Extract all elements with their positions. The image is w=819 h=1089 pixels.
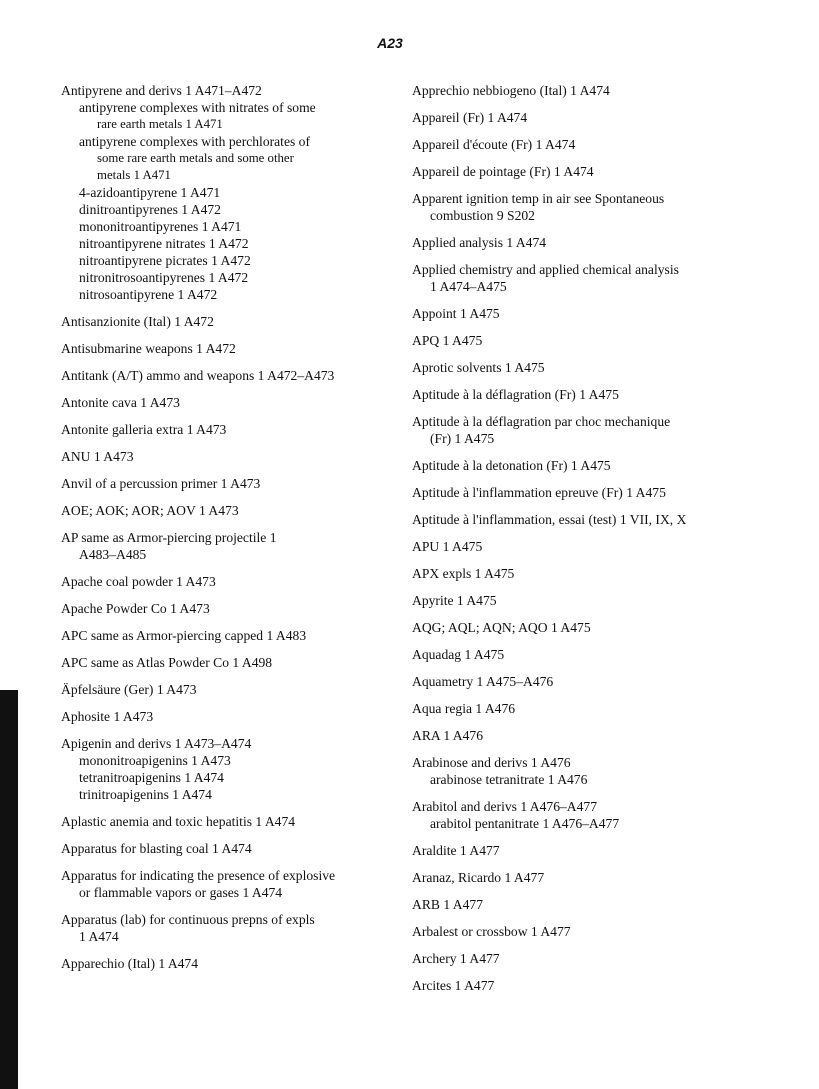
index-entry-heading: Arabitol and derivs 1 A476–A477 (412, 799, 598, 814)
index-entry-heading: Applied chemistry and applied chemical analysis (412, 262, 679, 277)
index-column-right (412, 82, 812, 1004)
index-entry (412, 950, 812, 967)
index-entry-heading: Apache coal powder 1 A473 (61, 574, 216, 589)
index-subentry: nitronitrosoantipyrenes 1 A472 (79, 270, 249, 285)
index-subentry: nitroantipyrene picrates 1 A472 (79, 253, 251, 268)
index-entry (61, 654, 401, 671)
index-entry-heading: Arcites 1 A477 (412, 978, 495, 993)
index-entry (61, 840, 401, 857)
index-subentry: nitrosoantipyrene 1 A472 (79, 287, 218, 302)
index-entry (412, 700, 812, 717)
index-entry-heading: Aranaz, Ricardo 1 A477 (412, 870, 545, 885)
index-subentry: trinitroapigenins 1 A474 (79, 787, 212, 802)
index-entry-heading: Aplastic anemia and toxic hepatitis 1 A474 (61, 814, 296, 829)
index-entry (412, 413, 812, 447)
index-entry-heading: Antisanzionite (Ital) 1 A472 (61, 314, 214, 329)
index-entry-heading: Aptitude à la déflagration par choc mechanique (412, 414, 671, 429)
index-entry (412, 754, 812, 788)
index-entry-heading: Aqua regia 1 A476 (412, 701, 516, 716)
index-entry (61, 911, 401, 945)
index-entry (412, 109, 812, 126)
index-entry-continuation: 1 A474 (79, 929, 119, 944)
index-entry-continuation: 1 A474–A475 (430, 279, 507, 294)
index-subentry: nitroantipyrene nitrates 1 A472 (79, 236, 249, 251)
index-entry-heading: APC same as Atlas Powder Co 1 A498 (61, 655, 273, 670)
index-entry-heading: Apparent ignition temp in air see Spontaneous (412, 191, 665, 206)
index-entry-heading: Arbalest or crossbow 1 A477 (412, 924, 571, 939)
index-entry (412, 646, 812, 663)
index-entry (412, 869, 812, 886)
index-entry-heading: Antitank (A/T) ammo and weapons 1 A472–A473 (61, 368, 335, 383)
index-subentry: antipyrene complexes with perchlorates of (79, 134, 311, 149)
index-entry-heading: Äpfelsäure (Ger) 1 A473 (61, 682, 197, 697)
index-entry-continuation: combustion 9 S202 (430, 208, 535, 223)
index-entry (412, 261, 812, 295)
index-entry (412, 977, 812, 994)
index-subentry: dinitroantipyrenes 1 A472 (79, 202, 221, 217)
index-subentry-continuation: rare earth metals 1 A471 (97, 117, 223, 131)
index-entry-heading: Appoint 1 A475 (412, 306, 500, 321)
index-entry-heading: Apparechio (Ital) 1 A474 (61, 956, 199, 971)
index-entry (412, 359, 812, 376)
index-entry (412, 538, 812, 555)
index-entry (61, 529, 401, 563)
index-entry-heading: Aptitude à l'inflammation epreuve (Fr) 1 A475 (412, 485, 666, 500)
index-entry (412, 798, 812, 832)
index-subentry: antipyrene complexes with nitrates of some (79, 100, 316, 115)
index-entry (61, 367, 401, 384)
index-entry (61, 82, 401, 303)
index-entry-heading: Archery 1 A477 (412, 951, 500, 966)
index-entry-heading: Aphosite 1 A473 (61, 709, 154, 724)
index-entry-heading: Apparatus (lab) for continuous prepns of expls (61, 912, 315, 927)
index-entry-heading: Aptitude à la déflagration (Fr) 1 A475 (412, 387, 619, 402)
index-entry-heading: Araldite 1 A477 (412, 843, 500, 858)
index-entry-heading: Apigenin and derivs 1 A473–A474 (61, 736, 252, 751)
index-entry-heading: ANU 1 A473 (61, 449, 134, 464)
index-column-left (61, 82, 401, 982)
index-entry (412, 673, 812, 690)
index-subentry: mononitroantipyrenes 1 A471 (79, 219, 242, 234)
index-subentry-continuation: metals 1 A471 (97, 168, 171, 182)
index-entry (61, 313, 401, 330)
index-entry (61, 681, 401, 698)
index-entry-continuation: A483–A485 (79, 547, 147, 562)
index-entry (412, 305, 812, 322)
index-entry-heading: Antipyrene and derivs 1 A471–A472 (61, 83, 262, 98)
index-entry-heading: Arabinose and derivs 1 A476 (412, 755, 571, 770)
index-entry (412, 896, 812, 913)
index-entry (412, 727, 812, 744)
index-entry (61, 813, 401, 830)
index-entry (412, 565, 812, 582)
index-entry-heading: Aquametry 1 A475–A476 (412, 674, 554, 689)
index-entry-heading: Apache Powder Co 1 A473 (61, 601, 210, 616)
index-entry (412, 842, 812, 859)
index-entry (412, 190, 812, 224)
index-entry-heading: Apyrite 1 A475 (412, 593, 497, 608)
index-entry-continuation: (Fr) 1 A475 (430, 431, 495, 446)
index-entry-heading: Applied analysis 1 A474 (412, 235, 547, 250)
index-entry-heading: APU 1 A475 (412, 539, 483, 554)
index-entry (61, 573, 401, 590)
index-entry (412, 136, 812, 153)
index-entry (412, 619, 812, 636)
index-entry-continuation: or flammable vapors or gases 1 A474 (79, 885, 283, 900)
index-entry-heading: Aquadag 1 A475 (412, 647, 505, 662)
index-entry (61, 502, 401, 519)
index-subentry: arabinose tetranitrate 1 A476 (430, 772, 588, 787)
index-subentry: tetranitroapigenins 1 A474 (79, 770, 224, 785)
index-entry (61, 955, 401, 972)
index-entry-heading: Apparatus for blasting coal 1 A474 (61, 841, 252, 856)
index-subentry: arabitol pentanitrate 1 A476–A477 (430, 816, 620, 831)
index-entry-heading: ARB 1 A477 (412, 897, 484, 912)
index-entry-heading: Aprotic solvents 1 A475 (412, 360, 545, 375)
index-entry-heading: Anvil of a percussion primer 1 A473 (61, 476, 261, 491)
index-subentry-continuation: some rare earth metals and some other (97, 151, 294, 165)
index-entry (61, 708, 401, 725)
index-entry (412, 163, 812, 180)
index-entry-heading: Antonite galleria extra 1 A473 (61, 422, 227, 437)
index-entry-heading: Apparatus for indicating the presence of explosive (61, 868, 336, 883)
index-entry-heading: Appareil (Fr) 1 A474 (412, 110, 528, 125)
index-entry-heading: Apprechio nebbiogeno (Ital) 1 A474 (412, 83, 610, 98)
index-entry-heading: Antonite cava 1 A473 (61, 395, 180, 410)
index-entry (412, 332, 812, 349)
index-entry (61, 448, 401, 465)
index-entry (61, 867, 401, 901)
page-number: A23 (377, 35, 403, 51)
index-entry (412, 386, 812, 403)
index-entry-heading: APX expls 1 A475 (412, 566, 515, 581)
index-entry (412, 923, 812, 940)
index-entry-heading: Aptitude à la detonation (Fr) 1 A475 (412, 458, 611, 473)
index-entry (61, 600, 401, 617)
index-entry-heading: Aptitude à l'inflammation, essai (test) 1 VII, IX, X (412, 512, 687, 527)
index-subentry: mononitroapigenins 1 A473 (79, 753, 231, 768)
index-entry (412, 82, 812, 99)
index-entry (61, 475, 401, 492)
index-entry (412, 511, 812, 528)
index-entry-heading: APQ 1 A475 (412, 333, 483, 348)
index-entry-heading: Antisubmarine weapons 1 A472 (61, 341, 236, 356)
scan-margin-shadow (0, 690, 18, 1089)
index-entry (61, 340, 401, 357)
index-entry-heading: AQG; AQL; AQN; AQO 1 A475 (412, 620, 591, 635)
index-entry-heading: APC same as Armor-piercing capped 1 A483 (61, 628, 307, 643)
index-entry-heading: AOE; AOK; AOR; AOV 1 A473 (61, 503, 239, 518)
index-entry (412, 592, 812, 609)
index-entry-heading: Appareil de pointage (Fr) 1 A474 (412, 164, 594, 179)
index-entry-heading: Appareil d'écoute (Fr) 1 A474 (412, 137, 576, 152)
index-entry (61, 627, 401, 644)
index-entry (61, 735, 401, 803)
index-entry (412, 457, 812, 474)
index-subentry: 4-azidoantipyrene 1 A471 (79, 185, 221, 200)
index-entry (412, 234, 812, 251)
index-entry (61, 394, 401, 411)
index-entry (412, 484, 812, 501)
index-entry (61, 421, 401, 438)
index-entry-heading: ARA 1 A476 (412, 728, 484, 743)
index-entry-heading: AP same as Armor-piercing projectile 1 (61, 530, 277, 545)
